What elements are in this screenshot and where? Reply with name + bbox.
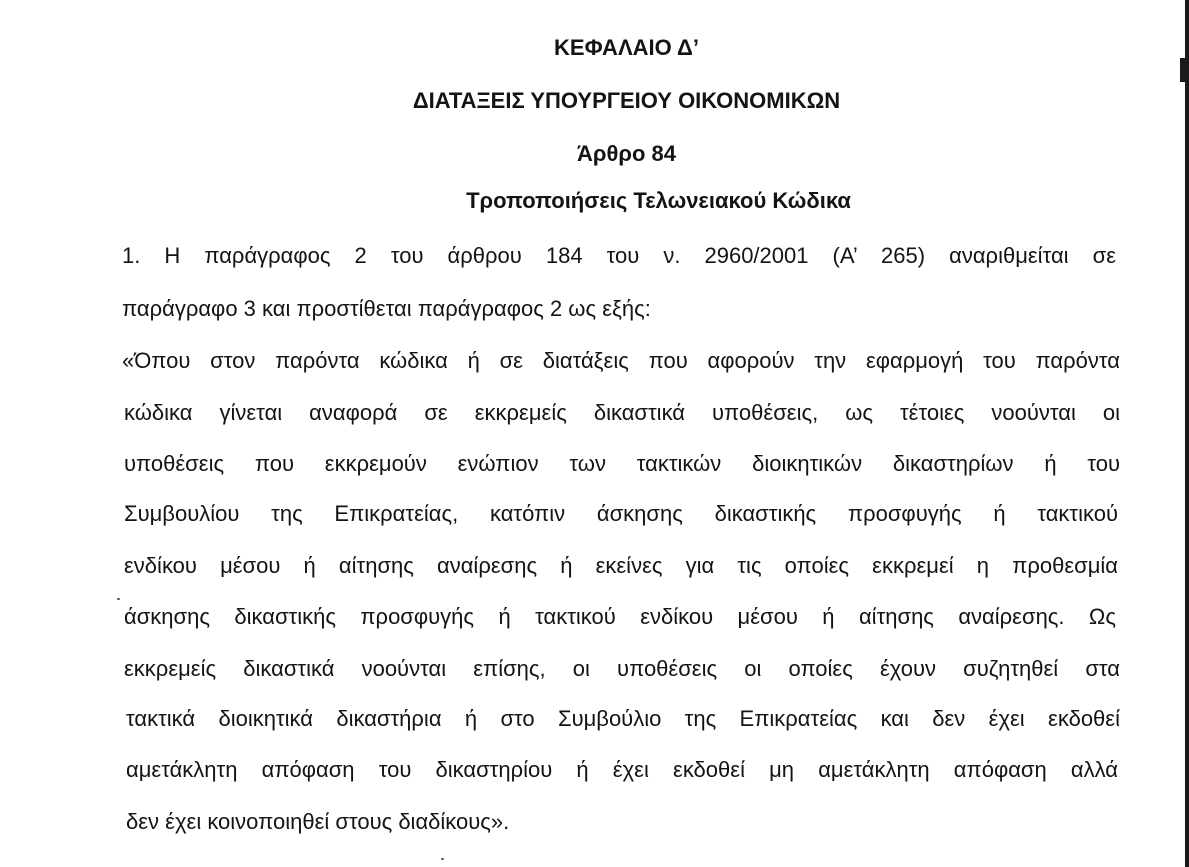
- body-line: Συμβουλίου της Επικρατείας, κατόπιν άσκησης δικαστικής προσφυγής ή τακτικού: [124, 501, 1118, 526]
- body-line: κώδικα γίνεται αναφορά σε εκκρεμείς δικαστικά υποθέσεις, ως τέτοιες νοούνται οι: [124, 400, 1120, 425]
- section-heading: ΔΙΑΤΑΞΕΙΣ ΥΠΟΥΡΓΕΙΟΥ ΟΙΚΟΝΟΜΙΚΩΝ: [412, 88, 841, 113]
- body-line: εκκρεμείς δικαστικά νοούνται επίσης, οι υποθέσεις οι οποίες έχουν συζητηθεί στα: [124, 656, 1120, 681]
- article-title: Τροποποιήσεις Τελωνειακού Κώδικα: [466, 188, 851, 213]
- body-line: 1. Η παράγραφος 2 του άρθρου 184 του ν. 2960/2001 (Α’ 265) αναριθμείται σε: [122, 243, 1116, 268]
- body-line: αμετάκλητη απόφαση του δικαστηρίου ή έχει εκδοθεί μη αμετάκλητη απόφαση αλλά: [126, 757, 1118, 782]
- body-line: άσκησης δικαστικής προσφυγής ή τακτικού ενδίκου μέσου ή αίτησης αναίρεσης. Ως: [124, 604, 1116, 629]
- article-number: Άρθρο 84: [576, 141, 677, 166]
- scan-speck: [117, 598, 120, 600]
- chapter-heading: ΚΕΦΑΛΑΙΟ Δ’: [554, 35, 699, 60]
- body-line: «Όπου στον παρόντα κώδικα ή σε διατάξεις που αφορούν την εφαρμογή του παρόντα: [122, 348, 1120, 373]
- body-line: ενδίκου μέσου ή αίτησης αναίρεσης ή εκείνες για τις οποίες εκκρεμεί η προθεσμία: [124, 553, 1118, 578]
- body-line: τακτικά διοικητικά δικαστήρια ή στο Συμβούλιο της Επικρατείας και δεν έχει εκδοθεί: [126, 706, 1120, 731]
- body-line: υποθέσεις που εκκρεμούν ενώπιον των τακτικών διοικητικών δικαστηρίων ή του: [124, 451, 1120, 476]
- body-line: παράγραφο 3 και προστίθεται παράγραφος 2 ως εξής:: [122, 296, 651, 321]
- scan-speck: [441, 858, 444, 860]
- body-line: δεν έχει κοινοποιηθεί στους διαδίκους».: [126, 809, 510, 834]
- scan-edge-border: [1185, 0, 1189, 867]
